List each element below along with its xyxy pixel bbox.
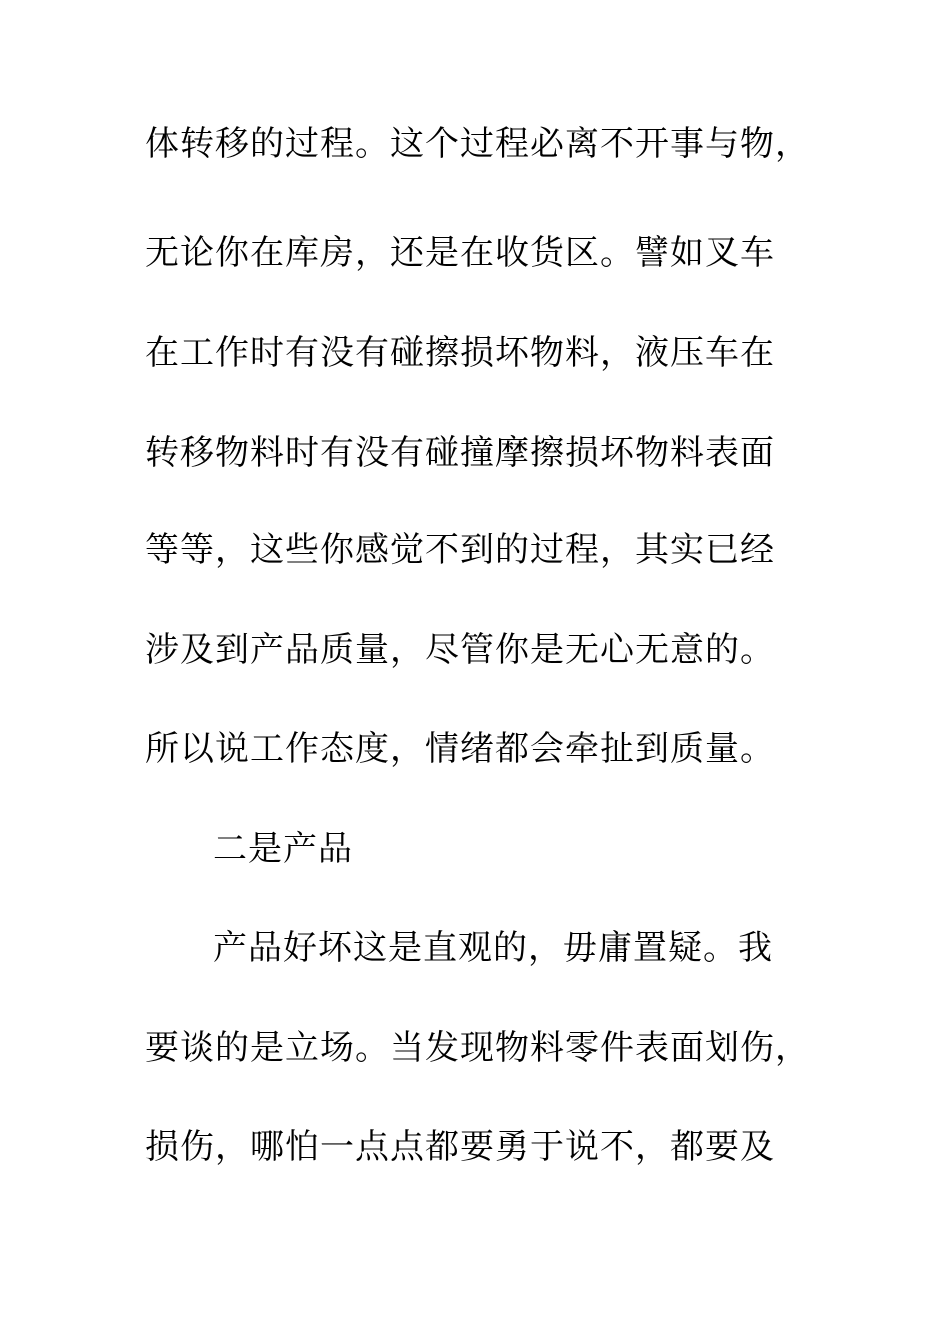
section-heading: 二是产品 [213,829,353,869]
body-text-line: 在工作时有没有碰擦损坏物料，液压车在 [145,333,775,373]
body-text-line: 损伤，哪怕一点点都要勇于说不，都要及 [145,1127,775,1167]
body-text-line: 无论你在库房，还是在收货区。譬如叉车 [145,233,775,273]
paragraph-first-line: 产品好坏这是直观的，毋庸置疑。我 [213,928,773,968]
body-text-line: 涉及到产品质量，尽管你是无心无意的。 [145,630,775,670]
body-text-line: 转移物料时有没有碰撞摩擦损坏物料表面 [145,433,775,473]
body-text-line: 要谈的是立场。当发现物料零件表面划伤， [145,1028,810,1068]
body-text-line: 所以说工作态度，情绪都会牵扯到质量。 [145,729,775,769]
body-text-line: 体转移的过程。这个过程必离不开事与物， [145,124,810,164]
body-text-line: 等等，这些你感觉不到的过程，其实已经 [145,530,775,570]
